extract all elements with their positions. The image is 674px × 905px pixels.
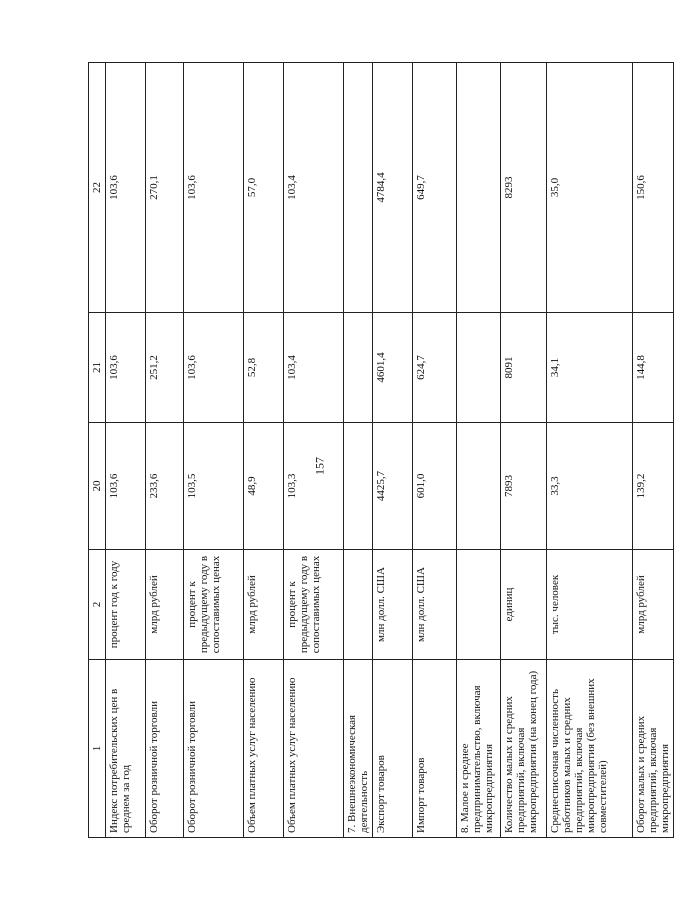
value-22: 103,6 [184,63,244,313]
value-20: 103,3 [284,423,344,550]
indicator-name: Среднесписочная численность работников малых и средних предприятий, включая микропредприятия (без внешних совместителей) [547,660,633,838]
unit-cell [457,550,501,660]
unit-cell: млрд рублей [146,550,184,660]
value-20: 103,6 [106,423,146,550]
value-21: 103,6 [106,313,146,423]
table-row [413,63,457,838]
value-21: 52,8 [244,313,284,423]
header-cell: 22 [89,63,106,313]
unit-cell: млрд рублей [633,550,674,660]
header-cell: 2 [89,550,106,660]
table-row [244,63,284,838]
header-cell: 1 [89,660,106,838]
rotated-table-frame [88,63,671,838]
indicator-name: Оборот розничной торговли [184,660,244,838]
value-21: 251,2 [146,313,184,423]
value-20: 48,9 [244,423,284,550]
unit-cell: млрд рублей [244,550,284,660]
value-22 [457,63,501,313]
value-22: 35,0 [547,63,633,313]
value-20: 233,6 [146,423,184,550]
value-22 [344,63,373,313]
table-row [373,63,413,838]
value-21: 4601,4 [373,313,413,423]
value-22: 8293 [501,63,547,313]
table-row [633,63,674,838]
value-20: 139,2 [633,423,674,550]
unit-cell: единиц [501,550,547,660]
value-22: 4784,4 [373,63,413,313]
value-20: 7893 [501,423,547,550]
value-21 [344,313,373,423]
value-21: 103,4 [284,313,344,423]
value-20: 4425,7 [373,423,413,550]
value-20: 103,5 [184,423,244,550]
table-row [547,63,633,838]
value-21: 144,8 [633,313,674,423]
value-22: 103,4 [284,63,344,313]
value-22: 103,6 [106,63,146,313]
value-22: 150,6 [633,63,674,313]
table-row [184,63,244,838]
header-row [89,63,106,838]
unit-cell: тыс. человек [547,550,633,660]
indicator-name: Импорт товаров [413,660,457,838]
value-20 [344,423,373,550]
header-cell: 20 [89,423,106,550]
section-row [457,63,501,838]
section-title: 8. Малое и среднее предпринимательство, включая микропредприятия [457,660,501,838]
page-number: 157 [312,457,327,475]
header-cell: 21 [89,313,106,423]
value-21 [457,313,501,423]
unit-cell: процент год к году [106,550,146,660]
indicator-name: Индекс потребительских цен в среднем за год [106,660,146,838]
indicator-name: Оборот малых и средних предприятий, включая микропредприятия [633,660,674,838]
indicator-name: Оборот розничной торговли [146,660,184,838]
unit-cell: млн долл. США [373,550,413,660]
value-21: 8091 [501,313,547,423]
unit-cell [344,550,373,660]
indicator-name: Количество малых и средних предприятий, включая микропредприятия (на конец года) [501,660,547,838]
table-row [146,63,184,838]
value-22: 649,7 [413,63,457,313]
value-22: 57,0 [244,63,284,313]
value-22: 270,1 [146,63,184,313]
value-20 [457,423,501,550]
unit-cell: процент к предыдущему году в сопоставимых ценах [284,550,344,660]
unit-cell: процент к предыдущему году в сопоставимых ценах [184,550,244,660]
indicator-name: Экспорт товаров [373,660,413,838]
section-title: 7. Внешнеэкономическая деятельность [344,660,373,838]
indicators-table [88,62,674,838]
indicator-name: Объем платных услуг населению [284,660,344,838]
table-row [106,63,146,838]
unit-cell: млн долл. США [413,550,457,660]
indicator-name: Объем платных услуг населению [244,660,284,838]
table-row [501,63,547,838]
table-row [284,63,344,838]
value-20: 33,3 [547,423,633,550]
value-21: 103,6 [184,313,244,423]
value-21: 34,1 [547,313,633,423]
section-row [344,63,373,838]
value-21: 624,7 [413,313,457,423]
value-20: 601,0 [413,423,457,550]
